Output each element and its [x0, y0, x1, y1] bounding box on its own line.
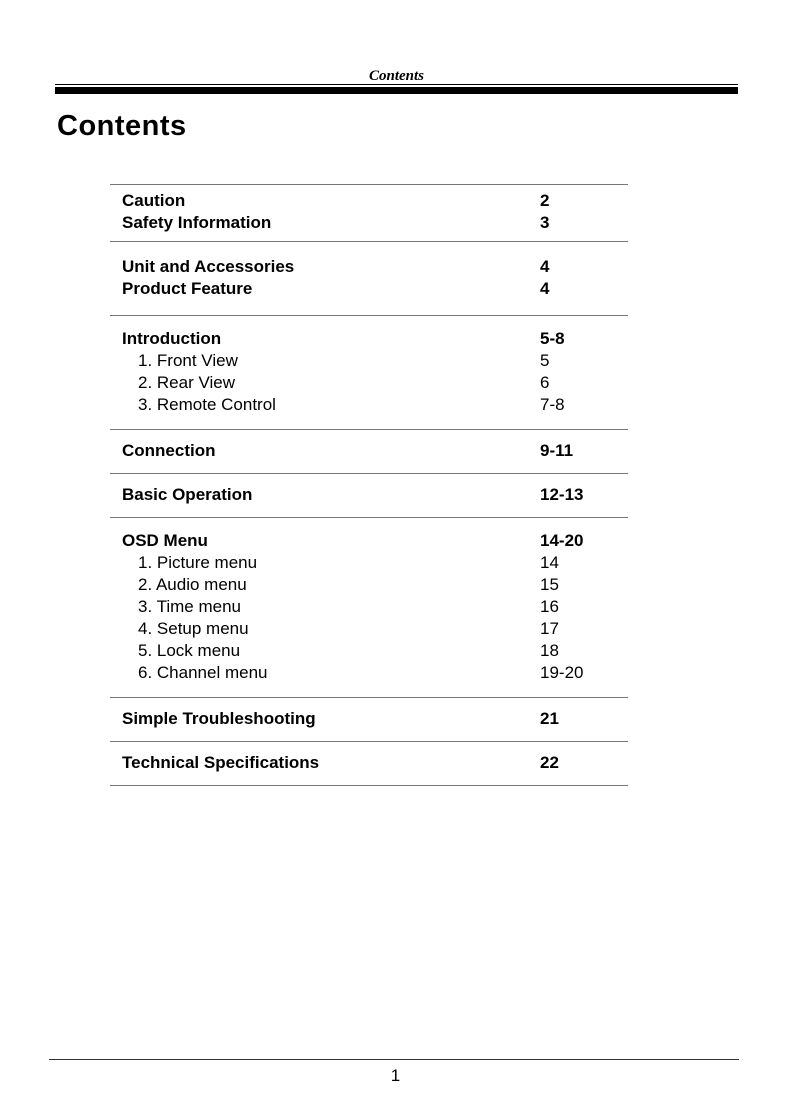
- toc-entry: [110, 552, 628, 574]
- toc-entry-label: 1. Front View: [138, 351, 238, 370]
- toc-entry-label: 3. Remote Control: [138, 395, 276, 414]
- footer-page-number: 1: [390, 1066, 401, 1085]
- toc-entry-page: 14: [540, 553, 559, 572]
- toc-entry: [110, 212, 628, 234]
- header-rule-thick: [55, 87, 738, 94]
- toc-entry-label: Connection: [122, 441, 216, 460]
- toc-entry-label: Unit and Accessories: [122, 257, 295, 276]
- toc-group: [110, 315, 628, 429]
- toc-entry: [110, 640, 628, 662]
- toc-entry-label: Product Feature: [122, 279, 253, 298]
- toc-entry: [110, 708, 628, 730]
- toc-entry: [110, 190, 628, 212]
- page-title: Contents: [57, 110, 187, 142]
- toc-entry-label: OSD Menu: [122, 531, 208, 550]
- toc-entry-page: 2: [540, 191, 550, 210]
- toc-entry: [110, 574, 628, 596]
- toc-entry: [110, 752, 628, 774]
- toc-entry-label: Simple Troubleshooting: [122, 709, 316, 728]
- toc-group: [110, 184, 628, 241]
- toc-entry-page: 9-11: [540, 441, 574, 460]
- toc-entry-page: 21: [540, 709, 559, 728]
- toc-entry-label: 3. Time menu: [138, 597, 241, 616]
- toc-entry: [110, 618, 628, 640]
- toc-group: [110, 241, 628, 315]
- toc-entry-page: 12-13: [540, 485, 584, 504]
- toc-entry-page: 5: [540, 351, 550, 370]
- toc-entry-page: 14-20: [540, 531, 584, 550]
- toc-entry-page: 18: [540, 641, 559, 660]
- toc-entry-page: 5-8: [540, 329, 565, 348]
- toc-entry-page: 22: [540, 753, 559, 772]
- toc-group: [110, 429, 628, 473]
- toc-entry: [110, 484, 628, 506]
- toc-entry-label: Technical Specifications: [122, 753, 320, 772]
- toc-entry-label: Caution: [122, 191, 186, 210]
- toc-entry: [110, 372, 628, 394]
- toc-group: [110, 741, 628, 785]
- toc-entry: [110, 530, 628, 552]
- header-rule-thin: [55, 84, 738, 85]
- toc-group: [110, 473, 628, 517]
- toc-entry-page: 6: [540, 373, 550, 392]
- toc-entry-page: 3: [540, 213, 550, 232]
- footer-rule: [49, 1059, 739, 1060]
- toc-entry: [110, 662, 628, 684]
- toc-entry-page: 7-8: [540, 395, 565, 414]
- toc-entry-label: Safety Information: [122, 213, 272, 232]
- toc-entry-page: 17: [540, 619, 559, 638]
- toc-entry-page: 19-20: [540, 663, 584, 682]
- toc-entry-label: 2. Audio menu: [138, 575, 247, 594]
- toc-entry: [110, 328, 628, 350]
- toc-entry-page: 16: [540, 597, 559, 616]
- running-header-title: Contents: [368, 68, 425, 84]
- toc-entry-label: 4. Setup menu: [138, 619, 249, 638]
- table-of-contents: [110, 184, 628, 786]
- toc-entry-label: 6. Channel menu: [138, 663, 268, 682]
- toc-entry: [110, 394, 628, 416]
- toc-entry-page: 4: [540, 279, 550, 298]
- toc-entry: [110, 256, 628, 278]
- toc-entry-label: Basic Operation: [122, 485, 253, 504]
- toc-entry-label: 2. Rear View: [138, 373, 236, 392]
- toc-entry: [110, 350, 628, 372]
- toc-entry-page: 15: [540, 575, 559, 594]
- toc-group: [110, 697, 628, 741]
- toc-entry: [110, 440, 628, 462]
- toc-group: [110, 517, 628, 697]
- toc-entry: [110, 596, 628, 618]
- toc-entry-label: 5. Lock menu: [138, 641, 241, 660]
- toc-entry: [110, 278, 628, 300]
- toc-entry-page: 4: [540, 257, 550, 276]
- toc-entry-label: Introduction: [122, 329, 222, 348]
- toc-entry-label: 1. Picture menu: [138, 553, 258, 572]
